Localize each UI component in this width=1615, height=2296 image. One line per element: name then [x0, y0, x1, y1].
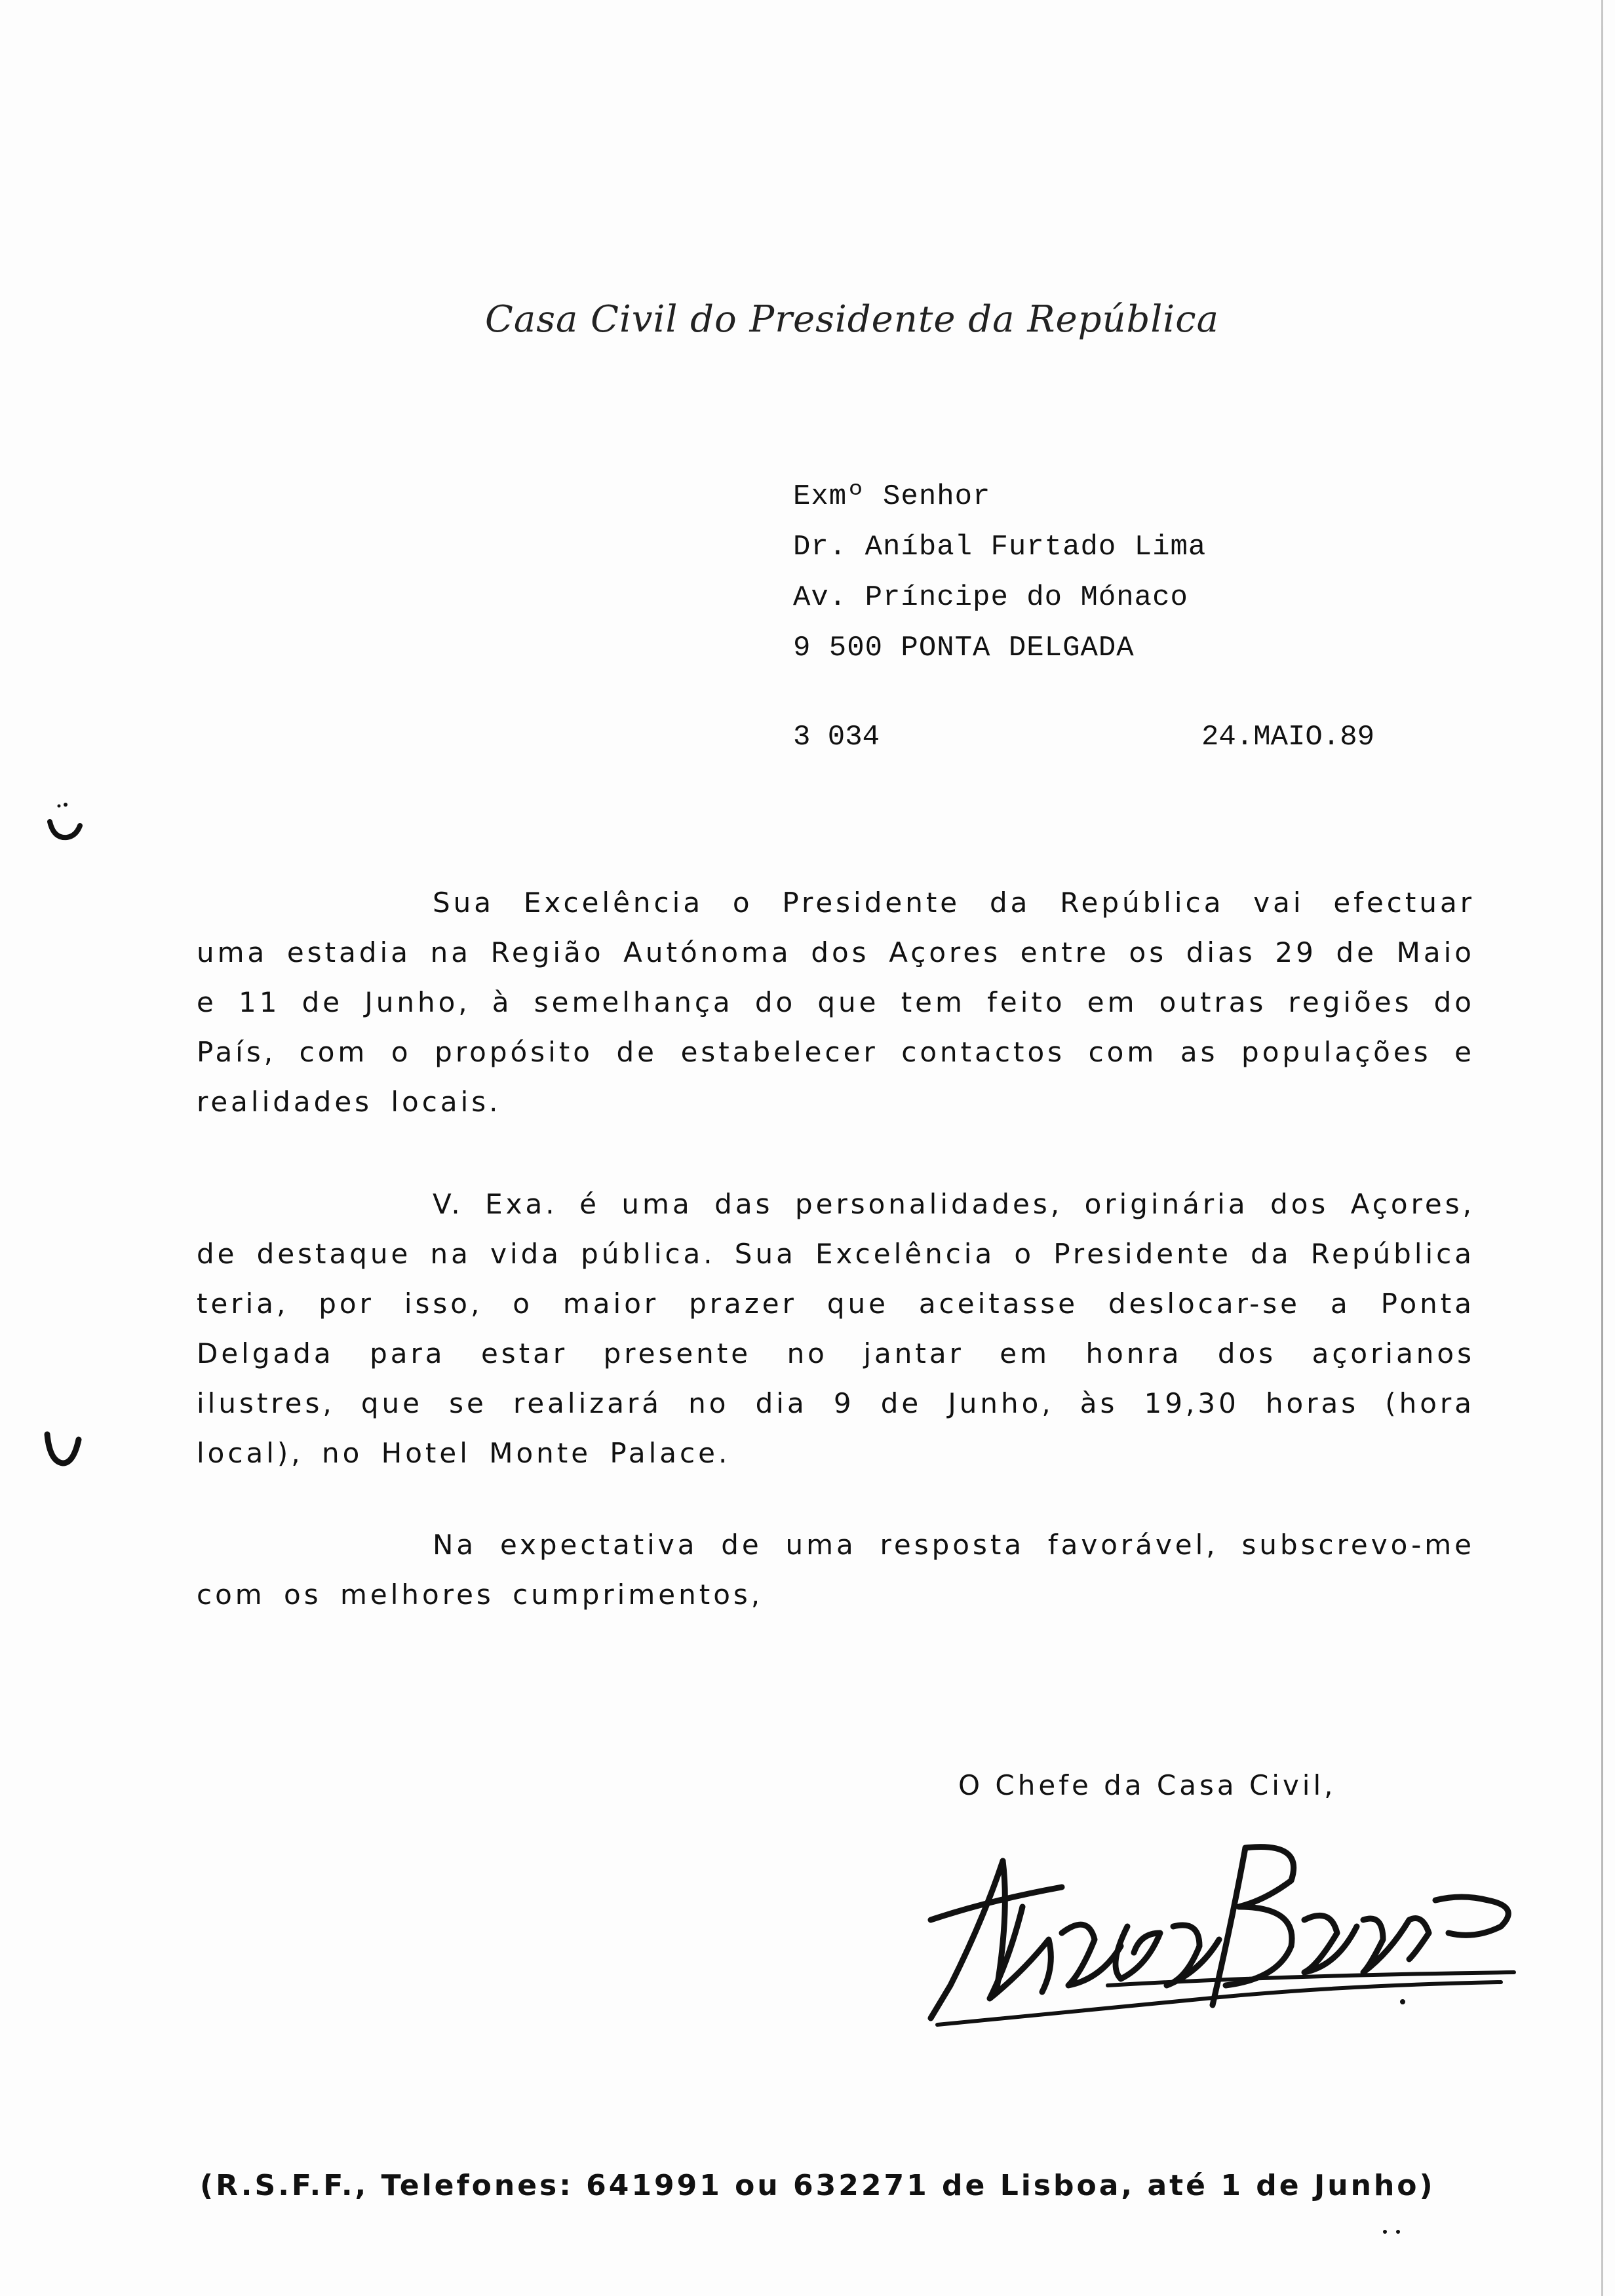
- recipient-city: 9 500 PONTA DELGADA: [793, 632, 1135, 664]
- footer-note: (R.S.F.F., Telefones: 641991 ou 632271 de Lisboa, até 1 de Junho): [200, 2169, 1435, 2202]
- paragraph-3-text: Na expectativa de uma resposta favorável, subscrevo-me com os melhores cumprimentos,: [197, 1529, 1475, 1611]
- closing-title: O Chefe da Casa Civil,: [958, 1769, 1336, 1801]
- body-paragraph-1: [197, 878, 1475, 1127]
- letterhead: Casa Civil do Presidente da República: [485, 298, 1219, 341]
- recipient-address: [793, 472, 1206, 674]
- body-paragraph-2: [197, 1179, 1475, 1478]
- stray-dots-icon: [1380, 2228, 1406, 2236]
- reference-number: 3 034: [793, 721, 880, 754]
- margin-mark-icon: [45, 799, 84, 845]
- paragraph-2-text: V. Exa. é uma das personalidades, originária dos Açores, de destaque na vida pública. Sua Excelência o Presidente da República teria, por isso, o maior prazer que aceitasse deslocar-se a Ponta Delgada para estar presente no jantar em honra dos açorianos ilustres, que se realizará no dia 9 de Junho, às 19,30 horas (hora local), no Hotel Monte Palace.: [197, 1188, 1475, 1469]
- scan-edge-line: [1601, 0, 1603, 2296]
- recipient-street: Av. Príncipe do Mónaco: [793, 581, 1188, 614]
- letter-date: 24.MAIO.89: [1201, 721, 1375, 754]
- recipient-salutation: Exmº Senhor: [793, 480, 991, 513]
- handwritten-signature: [911, 1822, 1534, 2038]
- recipient-name: Dr. Aníbal Furtado Lima: [793, 531, 1207, 564]
- margin-mark-icon: [43, 1425, 83, 1471]
- paragraph-1-text: Sua Excelência o Presidente da República vai efectuar uma estadia na Região Autónoma dos Açores entre os dias 29 de Maio e 11 de Junho, à semelhança do que tem feito em outras regiões do País, com o propósito de estabelecer contactos com as populações e realidades locais.: [197, 887, 1475, 1118]
- body-paragraph-3: [197, 1520, 1475, 1620]
